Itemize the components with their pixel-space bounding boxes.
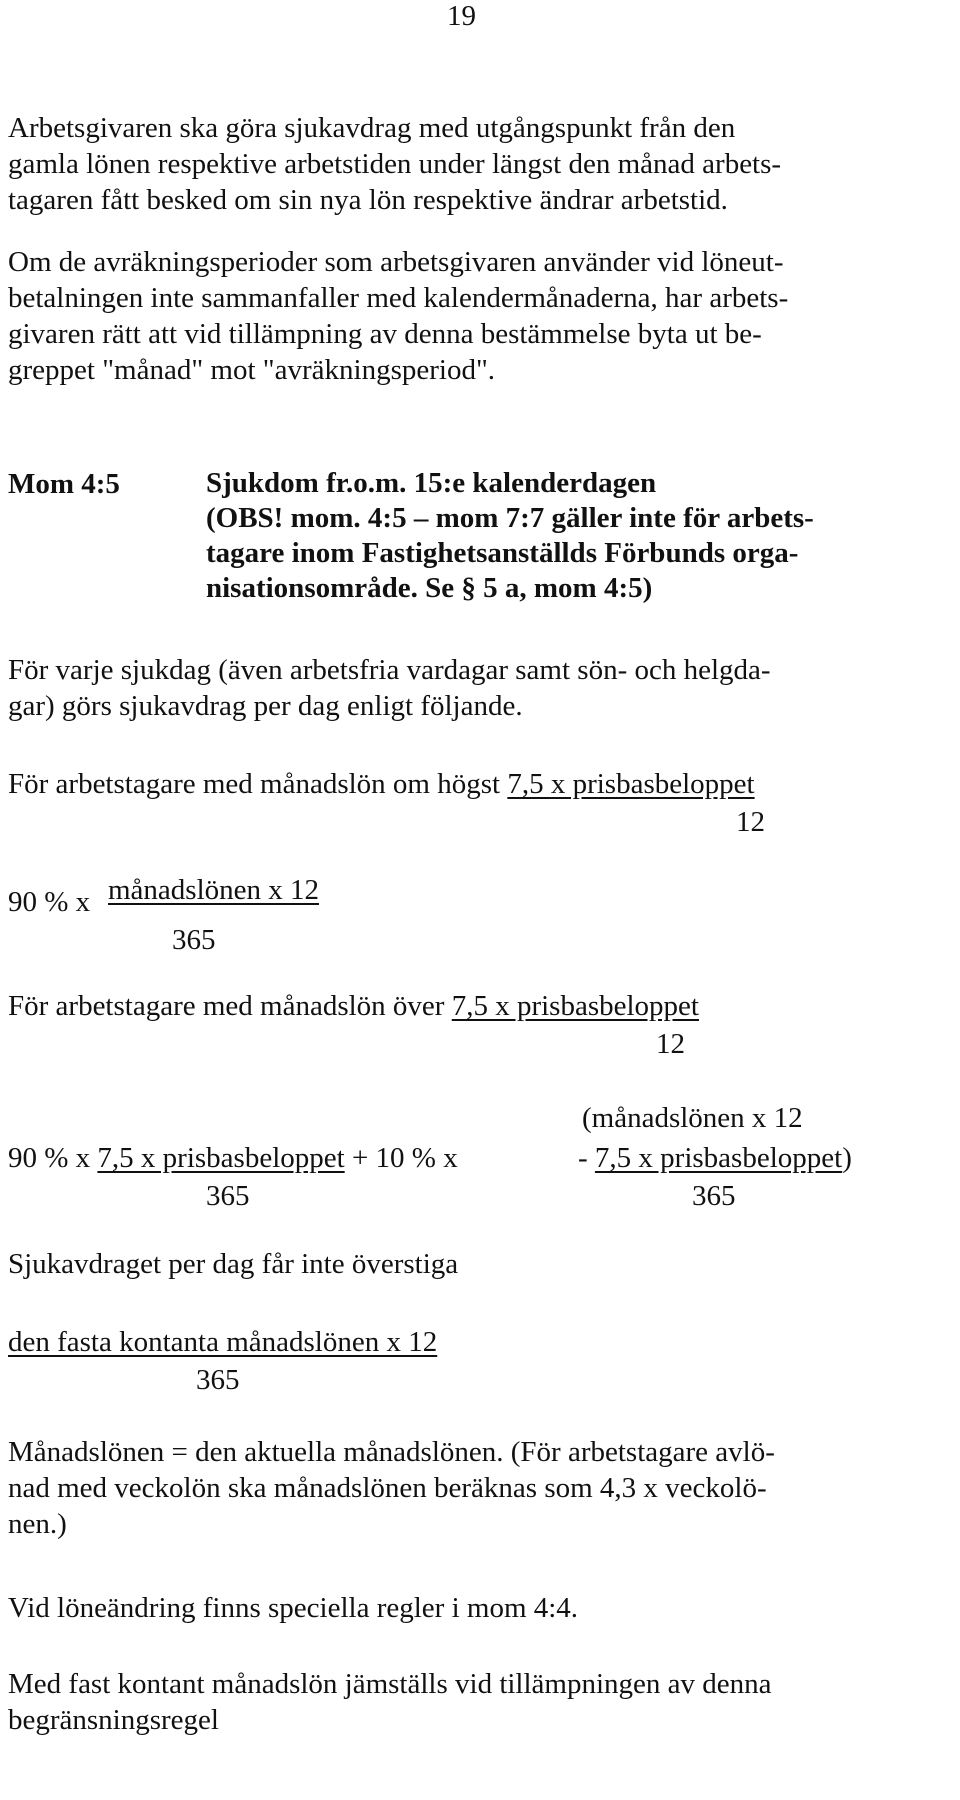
limit-numerator: den fasta kontanta månadslönen x 12: [8, 1326, 438, 1358]
term1-numerator: 7,5 x prisbasbeloppet: [97, 1142, 345, 1174]
text-line: Vid löneändring finns speciella regler i mom 4:4.: [8, 1592, 579, 1624]
term2-denominator: 365: [692, 1180, 736, 1212]
formula-2-term2-line2: [578, 1140, 852, 1176]
fraction-numerator: 7,5 x prisbasbeloppet: [507, 768, 755, 800]
text-line: gamla lönen respektive arbetstiden under längst den månad arbets-: [8, 148, 782, 180]
text-line: Arbetsgivaren ska göra sjukavdrag med utgångspunkt från den: [8, 112, 736, 144]
close-paren: ): [842, 1142, 852, 1174]
formula-1-numerator: månadslönen x 12: [108, 874, 320, 906]
intro-text: För arbetstagare med månadslön över: [8, 990, 445, 1022]
fraction-numerator: 7,5 x prisbasbeloppet: [451, 990, 699, 1022]
limit-text: Sjukavdraget per dag får inte överstiga: [8, 1248, 459, 1280]
term2-underlined: 7,5 x prisbasbeloppet: [594, 1142, 843, 1174]
text-line: gar) görs sjukavdrag per dag enligt följande.: [8, 690, 523, 722]
mom-label: Mom 4:5: [8, 468, 120, 500]
limit-denominator: 365: [196, 1364, 240, 1396]
heading-line: tagare inom Fastighetsanställds Förbunds orga-: [206, 537, 799, 569]
text-line: tagaren fått besked om sin nya lön respektive ändrar arbetstid.: [8, 184, 728, 216]
text-line: nad med veckolön ska månadslönen beräknas som 4,3 x veckolö-: [8, 1472, 767, 1504]
paragraph-3: [8, 652, 948, 724]
paragraph-6: [8, 1666, 948, 1738]
term1-denominator: 365: [206, 1180, 250, 1212]
formula-1-prefix: 90 % x: [8, 886, 91, 918]
fraction-denominator: 12: [656, 1028, 685, 1060]
paragraph-4: [8, 1434, 948, 1542]
heading-line: Sjukdom fr.o.m. 15:e kalenderdagen: [206, 467, 657, 499]
formula-1-intro: [8, 766, 755, 802]
paragraph-2: [8, 244, 948, 388]
formula-1-denominator: 365: [172, 924, 216, 956]
text-line: För varje sjukdag (även arbetsfria vardagar samt sön- och helgda-: [8, 654, 771, 686]
mom-heading: [206, 466, 814, 606]
text-line: Månadslönen = den aktuella månadslönen. (För arbetstagare avlö-: [8, 1436, 775, 1468]
plus-term: + 10 % x: [351, 1142, 458, 1174]
text-line: givaren rätt att vid tillämpning av denna bestämmelse byta ut be-: [8, 318, 762, 350]
paragraph-5: [8, 1590, 948, 1626]
formula-2-term2-line1: (månadslönen x 12: [582, 1102, 803, 1134]
heading-line: nisationsområde. Se § 5 a, mom 4:5): [206, 572, 653, 604]
paragraph-1: [8, 110, 948, 218]
formula-2-main: [8, 1140, 458, 1176]
text-line: nen.): [8, 1508, 67, 1540]
text-line: greppet "månad" mot "avräkningsperiod".: [8, 354, 496, 386]
heading-line: (OBS! mom. 4:5 – mom 7:7 gäller inte för arbets-: [206, 502, 814, 534]
text-line: begränsningsregel: [8, 1704, 219, 1736]
text-line: Med fast kontant månadslön jämställs vid tillämpningen av denna: [8, 1668, 772, 1700]
prefix: 90 % x: [8, 1142, 91, 1174]
minus: -: [578, 1142, 595, 1174]
text-line: Om de avräkningsperioder som arbetsgivaren använder vid löneut-: [8, 246, 784, 278]
text-line: betalningen inte sammanfaller med kalendermånaderna, har arbets-: [8, 282, 789, 314]
page-number: 19: [447, 0, 476, 32]
intro-text: För arbetstagare med månadslön om högst: [8, 768, 501, 800]
formula-2-intro: [8, 988, 699, 1024]
fraction-denominator: 12: [736, 806, 765, 838]
